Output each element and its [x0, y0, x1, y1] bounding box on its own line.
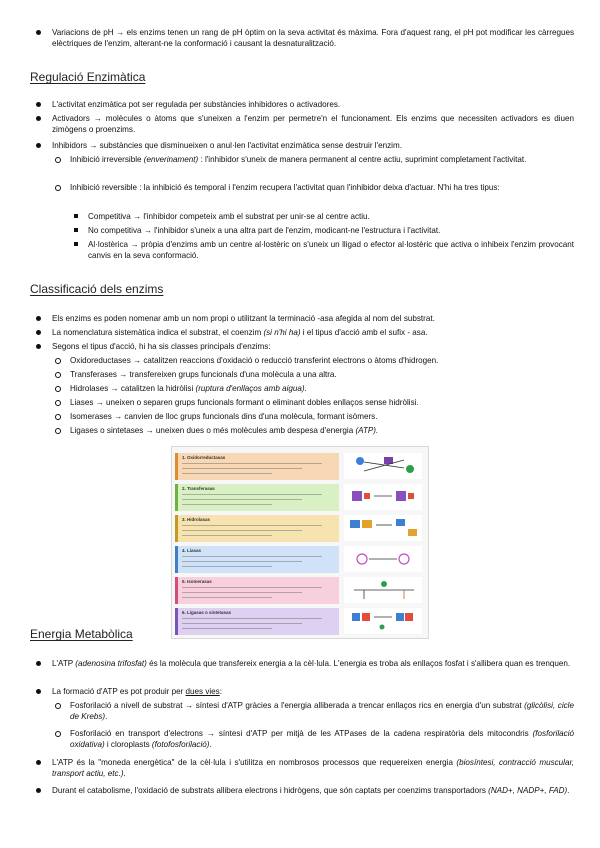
- list-item: La nomenclatura sistemàtica indica el substrat, el coenzim (si n'hi ha) i el tipus d'acció amb el sufix - asa.: [52, 327, 574, 338]
- list-item: Inhibidors → substàncies que disminueixen o anul·len l'activitat enzimàtica sense destruir l'enzim.: [52, 140, 574, 151]
- sub-list-item: Oxidoreductases → catalitzen reaccions d'oxidació o reducció transferint electrons o àtoms d'hidrogen.: [70, 355, 574, 366]
- sub-list-item: Transferases → transfereixen grups funcionals d'una molècula a una altra.: [70, 369, 574, 380]
- circle-bullet-icon: [55, 414, 61, 420]
- sub-list-item: Fosforilació en transport d'electrons → síntesi d'ATP per mitjà de les ATPases de la cadena respiratòria dels mitocondris (fosforilació oxidativa) i cloroplasts (fotofosforilació).: [70, 728, 574, 750]
- list-item: L'ATP (adenosina trifosfat) és la molècula que transfereix energia a la cèl·lula. L'energia es troba als enllaços fosfat i s'allibera quan es trenquen.: [52, 658, 574, 669]
- circle-bullet-icon: [55, 185, 61, 191]
- bullet-icon: [36, 102, 41, 107]
- figure-card-title: 6. Ligasas o sintetasas: [182, 610, 232, 615]
- list-item: L'ATP és la "moneda energètica" de la cèl·lula i s'utilitza en nombrosos processos que requereixen energia (biosíntesi, contracció muscular, transport actiu, etc.).: [52, 757, 574, 779]
- lyase-illustration: [344, 546, 422, 572]
- list-item: L'activitat enzimàtica pot ser regulada per substàncies inhibidores o activadores.: [52, 99, 574, 110]
- list-item: La formació d'ATP es pot produir per dues vies:: [52, 686, 574, 697]
- bullet-icon: [36, 689, 41, 694]
- bullet-icon: [36, 316, 41, 321]
- figure-card-title: 1. Oxidorreductasas: [182, 455, 226, 460]
- circle-bullet-icon: [55, 703, 61, 709]
- ligase-illustration: [344, 608, 422, 634]
- circle-bullet-icon: [55, 428, 61, 434]
- bullet-icon: [36, 760, 41, 765]
- isomerase-illustration: [344, 577, 422, 603]
- list-item: Durant el catabolisme, l'oxidació de substrats allibera electrons i hidrògens, que són captats per coenzims transportadors (NAD+, NADP+, FAD).: [52, 785, 574, 796]
- sub-sub-list-item: Competitiva → l'inhibidor competeix amb el substrat per unir-se al centre actiu.: [88, 211, 574, 222]
- sub-list-item: Hidrolases → catalitzen la hidròlisi (ruptura d'enllaços amb aigua).: [70, 383, 574, 394]
- square-bullet-icon: [74, 228, 78, 232]
- list-item: Activadors → molècules o àtoms que s'uneixen a l'enzim per permetre'n el funcionament. Els enzims que necessiten activadors es diuen zimògens o proenzims.: [52, 113, 574, 135]
- figure-card-title: 3. Hidrolasas: [182, 517, 211, 522]
- circle-bullet-icon: [55, 157, 61, 163]
- bullet-icon: [36, 344, 41, 349]
- bullet-icon: [36, 661, 41, 666]
- sub-sub-list-item: No competitiva → l'inhibidor s'uneix a una altra part de l'enzim, modicant-ne l'estructura i l'activitat.: [88, 225, 574, 236]
- section-heading-classificacio: Classificació dels enzims: [30, 282, 164, 296]
- figure-card-title: 2. Transferasas: [182, 486, 215, 491]
- bullet-icon: [36, 116, 41, 121]
- circle-bullet-icon: [55, 372, 61, 378]
- sub-list-item: Inhibició irreversible (enverinament) : l'inhibidor s'uneix de manera permanent al centre actiu, suprimint completament l'activitat.: [70, 154, 574, 165]
- section-heading-energia: Energia Metabòlica: [30, 627, 133, 641]
- enzyme-classes-figure: [171, 446, 429, 639]
- bullet-icon: [36, 143, 41, 148]
- sub-list-item: Inhibició reversible : la inhibició és temporal i l'enzim recupera l'activitat quan l'inhibidor deixa d'actuar. N'hi ha tres tipus:: [70, 182, 574, 193]
- list-item: Variacions de pH → els enzims tenen un rang de pH òptim on la seva activitat és màxima. Fora d'aquest rang, el pH pot modificar les càrregues elèctriques de l'enzim, alterant-ne la conformació i causant la desnaturalització.: [52, 27, 574, 49]
- figure-illustrations: [172, 447, 428, 638]
- circle-bullet-icon: [55, 400, 61, 406]
- sub-list-item: Isomerases → canvien de lloc grups funcionals dins d'una molècula, formant isòmers.: [70, 411, 574, 422]
- bullet-icon: [36, 30, 41, 35]
- sub-list-item: Fosforilació a nivell de substrat → síntesi d'ATP gràcies a l'energia alliberada a trencar enllaços rics en energia d'un substrat (glicòlisi, cicle de Krebs).: [70, 700, 574, 722]
- bullet-icon: [36, 788, 41, 793]
- list-item: Els enzims es poden nomenar amb un nom propi o utilitzant la terminació -asa afegida al nom del substrat.: [52, 313, 574, 324]
- bullet-icon: [36, 330, 41, 335]
- figure-card-title: 5. Isomerasas: [182, 579, 212, 584]
- square-bullet-icon: [74, 242, 78, 246]
- hydrolase-illustration: [344, 515, 422, 541]
- oxidoreductase-illustration: [344, 453, 422, 479]
- sub-list-item: Liases → uneixen o separen grups funcionals formant o eliminant dobles enllaços sense hidròlisi.: [70, 397, 574, 408]
- list-item: Segons el tipus d'acció, hi ha sis classes principals d'enzims:: [52, 341, 574, 352]
- square-bullet-icon: [74, 214, 78, 218]
- circle-bullet-icon: [55, 731, 61, 737]
- section-heading-regulacio: Regulació Enzimàtica: [30, 70, 146, 84]
- sub-list-item: Ligases o sintetases → uneixen dues o més molècules amb despesa d'energia (ATP).: [70, 425, 574, 436]
- transferase-illustration: [344, 484, 422, 510]
- circle-bullet-icon: [55, 386, 61, 392]
- figure-card-title: 4. Liasas: [182, 548, 202, 553]
- sub-sub-list-item: Al·lostèrica → pròpia d'enzims amb un centre al·lostèric on s'uneix un lligad o efector al·lostèric que activa o inhibeix l'enzim provocant canvis en la seva conformació.: [88, 239, 574, 261]
- circle-bullet-icon: [55, 358, 61, 364]
